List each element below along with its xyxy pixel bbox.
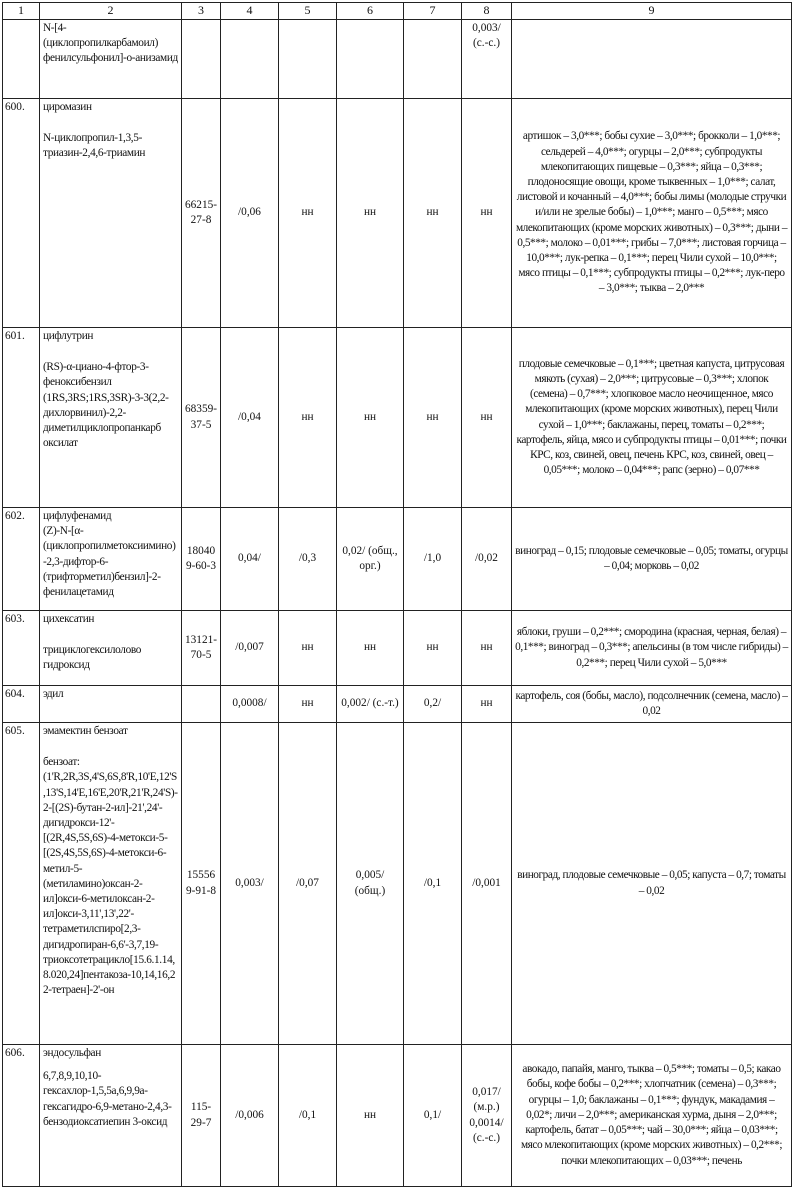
col-4-value: /0,06: [221, 99, 279, 328]
col-6-value: 0,002/ (с.-т.): [337, 686, 404, 723]
col-8-value: нн: [462, 328, 512, 508]
substance-name: цихексатин: [43, 613, 95, 625]
substance-name: эдил: [43, 688, 64, 700]
chemical-name: N-циклопропил-1,3,5-триазин-2,4,6-триамин: [43, 132, 146, 160]
col-7-value: 0,2/: [404, 686, 462, 723]
col-5-value: нн: [279, 686, 337, 723]
substance-cell: [40, 611, 182, 686]
col-6-value: 0,02/ (общ., орг.): [337, 508, 404, 611]
substance-name: эмамектин бензоат: [43, 725, 128, 737]
cas-number: 180409-60-3: [182, 508, 221, 611]
substance-name: N-[4-(циклопропилкарбамоил) фенилсульфонил]-о-анизамид: [43, 22, 178, 65]
residue-limits: яблоки, груши – 0,2***; смородина (красная, черная, белая) – 0,1***; виноград – 0,3***; апельсины (в том числе гибриды) – 0,2***; перец Чили сухой – 5,0***: [512, 611, 792, 686]
cas-number: 155569-91-8: [182, 723, 221, 1045]
table-row: [3, 99, 792, 328]
col-6-value: нн: [337, 1045, 404, 1187]
col-5-value: /0,07: [279, 723, 337, 1045]
col-8-value: нн: [462, 686, 512, 723]
row-number: 606.: [3, 1045, 40, 1187]
row-number: 603.: [3, 611, 40, 686]
row-number: [3, 20, 40, 99]
header-cell-3: 3: [182, 3, 221, 20]
substance-name: цифлутрин: [43, 330, 94, 342]
row-number: 605.: [3, 723, 40, 1045]
substance-cell: [40, 20, 182, 99]
residue-limits: картофель, соя (бобы, масло), подсолнечник (семена, масло) – 0,02: [512, 686, 792, 723]
residue-limits: виноград, плодовые семечковые – 0,05; капуста – 0,7; томаты – 0,02: [512, 723, 792, 1045]
header-cell-7: 7: [404, 3, 462, 20]
col-6-value: нн: [337, 328, 404, 508]
col-7-value: 0,1/: [404, 1045, 462, 1187]
residue-limits: плодовые семечковые – 0,1***; цветная капуста, цитрусовая мякоть (сухая) – 2,0***; цитрусовые – 0,3***; хлопок (семена) – 0,7***; хлопковое масло неочищенное, мясо млекопитающих (кроме морских животных), перец Чили сухой – 1,0***; баклажаны, перец, томаты – 0,2***; картофель, яйца, мясо и субпродукты птицы – 0,01***; почки КРС, коз, свиней, овец, печень КРС, коз, свиней, овец – 0,05***; молоко – 0,04***; рапс (зерно) – 0,07***: [512, 328, 792, 508]
header-row: [3, 3, 792, 20]
col-4-value: /0,007: [221, 611, 279, 686]
row-number: 604.: [3, 686, 40, 723]
chemical-name: бензоат:(1'R,2R,3S,4'S,6S,8'R,10'E,12'S,13'S,14'E,16'E,20'R,21'R,24'S)-2-[(2S)-бутан-2-ил]-21',24'-дигидрокси-12'-[(2R,4S,5S,6S)-4-метокси-5-[(2S,4S,5S,6S)-4-метокси-6-метил-5-(метиламино)оксан-2-ил]окси-6-метилоксан-2-ил]окси-3,11',13',22'-тетраметилспиро[2,3-дигидропиран-6,6'-3,7,19-триоксотетрацикло[15.6.1.14,8.020,24]пентакоза-10,14,16,22-тетраен]-2'-он: [43, 756, 178, 997]
substance-cell: [40, 1045, 182, 1187]
substance-cell: [40, 328, 182, 508]
col-7-value: /1,0: [404, 508, 462, 611]
col-7-value: нн: [404, 328, 462, 508]
cas-number: [182, 686, 221, 723]
header-cell-1: 1: [3, 3, 40, 20]
header-cell-2: 2: [40, 3, 182, 20]
cas-number: [182, 20, 221, 99]
residue-limits: виноград – 0,15; плодовые семечковые – 0,05; томаты, огурцы – 0,04; морковь – 0,02: [512, 508, 792, 611]
cas-number: 115-29-7: [182, 1045, 221, 1187]
regulation-table: [2, 2, 792, 1187]
col-4-value: [221, 20, 279, 99]
col-8-value: /0,02: [462, 508, 512, 611]
col-5-value: нн: [279, 328, 337, 508]
table-row: [3, 611, 792, 686]
chemical-name: трициклогексилолово гидроксид: [43, 644, 142, 672]
col-5-value: /0,3: [279, 508, 337, 611]
table-row: [3, 1045, 792, 1187]
cas-number: 66215-27-8: [182, 99, 221, 328]
col-8-value: нн: [462, 611, 512, 686]
substance-cell: [40, 723, 182, 1045]
table-row: [3, 723, 792, 1045]
chemical-name: 6,7,8,9,10,10-гексахлор-1,5,5а,6,9,9а-гексагидро-6,9-метано-2,4,3-бензодиоксатиепин 3-оксид: [43, 1070, 172, 1128]
col-6-value: [337, 20, 404, 99]
cas-number: 13121-70-5: [182, 611, 221, 686]
col-4-value: /0,006: [221, 1045, 279, 1187]
col-6-value: 0,005/ (общ.): [337, 723, 404, 1045]
col-8-value: 0,003/ (с.-с.): [462, 20, 512, 99]
col-4-value: 0,0008/: [221, 686, 279, 723]
residue-limits: авокадо, папайя, манго, тыква – 0,5***; томаты – 0,5; какао бобы, кофе бобы – 0,2***; хлопчатник (семена) – 0,3***; огурцы – 1,0; баклажаны – 0,1***; фундук, макадамия – 0,02*; личи – 2,0***; американская хурма, дыня – 2,0***; картофель, батат – 0,05***; чай – 30,0***; яйца – 0,03***; мясо млекопитающих (кроме морских животных) – 0,2***; почки млекопитающих – 0,03***; печень: [512, 1045, 792, 1187]
col-7-value: [404, 20, 462, 99]
substance-cell: [40, 686, 182, 723]
row-number: 600.: [3, 99, 40, 328]
header-cell-5: 5: [279, 3, 337, 20]
col-4-value: 0,04/: [221, 508, 279, 611]
header-cell-6: 6: [337, 3, 404, 20]
col-4-value: 0,003/: [221, 723, 279, 1045]
col-5-value: /0,1: [279, 1045, 337, 1187]
col-7-value: /0,1: [404, 723, 462, 1045]
col-8-value: нн: [462, 99, 512, 328]
header-cell-4: 4: [221, 3, 279, 20]
col-7-value: нн: [404, 611, 462, 686]
col-6-value: нн: [337, 99, 404, 328]
substance-name: циромазин: [43, 101, 92, 113]
col-8-value: /0,001: [462, 723, 512, 1045]
col-5-value: нн: [279, 611, 337, 686]
col-7-value: нн: [404, 99, 462, 328]
substance-cell: [40, 99, 182, 328]
chemical-name: (Z)-N-[α-(циклопропилметоксиимино)-2,3-дифтор-6-(трифторметил)бензил]-2-фенилацетамид: [43, 525, 176, 599]
col-4-value: /0,04: [221, 328, 279, 508]
residue-limits: [512, 20, 792, 99]
header-cell-9: 9: [512, 3, 792, 20]
residue-limits: артишок – 3,0***; бобы сухие – 3,0***; брокколи – 1,0***; сельдерей – 4,0***; огурцы – 2,0***; субпродукты млекопитающих пищевые – 0,3***; яйца – 0,3***; плодоносящие овощи, кроме тыквенных – 1,0***; салат, листовой и кочанный – 4,0***; бобы лимы (молодые стручки и/или не зрелые бобы) – 1,0***; манго – 0,5***; мясо млекопитающих (кроме морских животных) – 0,3***; дыни – 0,5***; молоко – 0,01***; грибы – 7,0***; листовая горчица – 10,0***; лук-репка – 0,1***; перец Чили сухой – 10,0***; мясо птицы – 0,1***; субпродукты птицы – 0,2***; лук-перо – 3,0***; тыква – 2,0***: [512, 99, 792, 328]
col-6-value: нн: [337, 611, 404, 686]
substance-name: эндосульфан: [43, 1047, 101, 1059]
col-5-value: [279, 20, 337, 99]
col-8-value: 0,017/ (м.р.) 0,0014/ (с.-с.): [462, 1045, 512, 1187]
header-cell-8: 8: [462, 3, 512, 20]
chemical-name: (RS)-α-циано-4-фтор-3-феноксибензил (1RS,3RS;1RS,3SR)-3-3(2,2-дихлорвинил)-2,2-диметилциклопропанкарб оксилат: [43, 361, 169, 450]
row-number: 602.: [3, 508, 40, 611]
substance-cell: [40, 508, 182, 611]
table-row: [3, 508, 792, 611]
cas-number: 68359-37-5: [182, 328, 221, 508]
table-row: [3, 20, 792, 99]
table-row: [3, 686, 792, 723]
col-5-value: нн: [279, 99, 337, 328]
substance-name: цифлуфенамид: [43, 510, 112, 522]
table-row: [3, 328, 792, 508]
row-number: 601.: [3, 328, 40, 508]
